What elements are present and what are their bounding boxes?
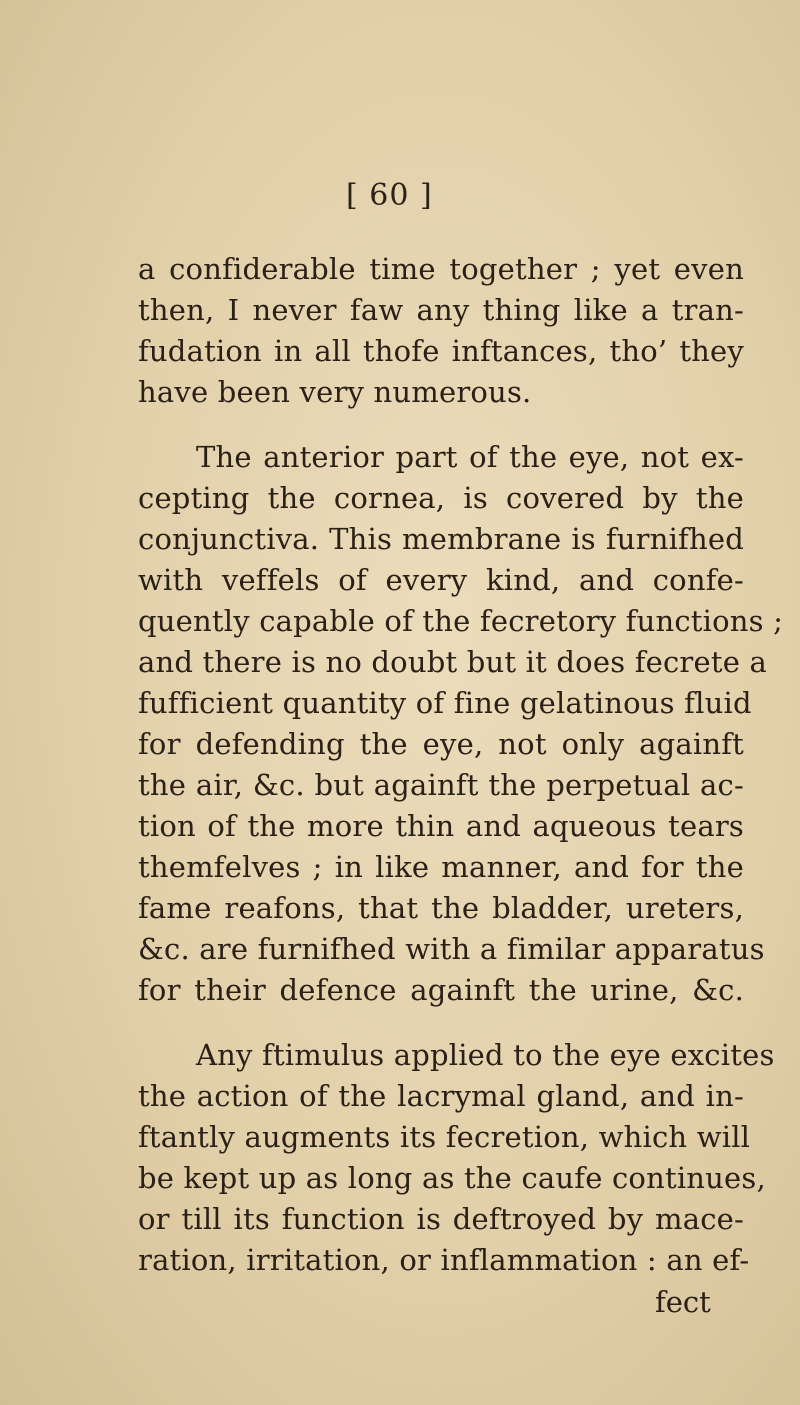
text-line: conjunctiva. This membrane is furnifhed [138, 522, 744, 556]
text-line: fudation in all thofe inftances, tho’ they [138, 334, 744, 368]
text-line: or till its function is deftroyed by mace- [138, 1202, 744, 1236]
text-line: and there is no doubt but it does fecrete a [138, 645, 767, 679]
text-line: a confiderable time together ; yet even [138, 252, 744, 286]
text-line: the action of the lacrymal gland, and in- [138, 1079, 744, 1113]
text-line: for defending the eye, not only againft [138, 727, 744, 761]
text-line: be kept up as long as the caufe continues, [138, 1161, 766, 1195]
text-line: themfelves ; in like manner, and for the [138, 850, 744, 884]
text-line: ftantly augments its fecretion, which will [138, 1120, 751, 1154]
text-line: then, I never faw any thing like a tran- [138, 293, 744, 327]
text-line: fufficient quantity of fine gelatinous fluid [138, 686, 752, 720]
text-line: for their defence againft the urine, &c. [138, 973, 744, 1007]
text-line: Any ftimulus applied to the eye excites [196, 1038, 775, 1072]
text-line: quently capable of the fecretory functions ; [138, 604, 784, 638]
text-line: tion of the more thin and aqueous tears [138, 809, 744, 843]
text-line: The anterior part of the eye, not ex- [196, 440, 744, 474]
text-line: ration, irritation, or inflammation : an ef- [138, 1243, 750, 1277]
page-number: [ 60 ] [346, 178, 433, 213]
text-line: with veffels of every kind, and confe- [138, 563, 744, 597]
text-line: the air, &c. but againft the perpetual ac- [138, 768, 744, 802]
text-line: &c. are furnifhed with a fimilar apparatus [138, 932, 765, 966]
text-line: cepting the cornea, is covered by the [138, 481, 744, 515]
text-line: fame reafons, that the bladder, ureters, [138, 891, 744, 925]
catchword: fect [655, 1285, 711, 1319]
text-line: have been very numerous. [138, 375, 532, 409]
